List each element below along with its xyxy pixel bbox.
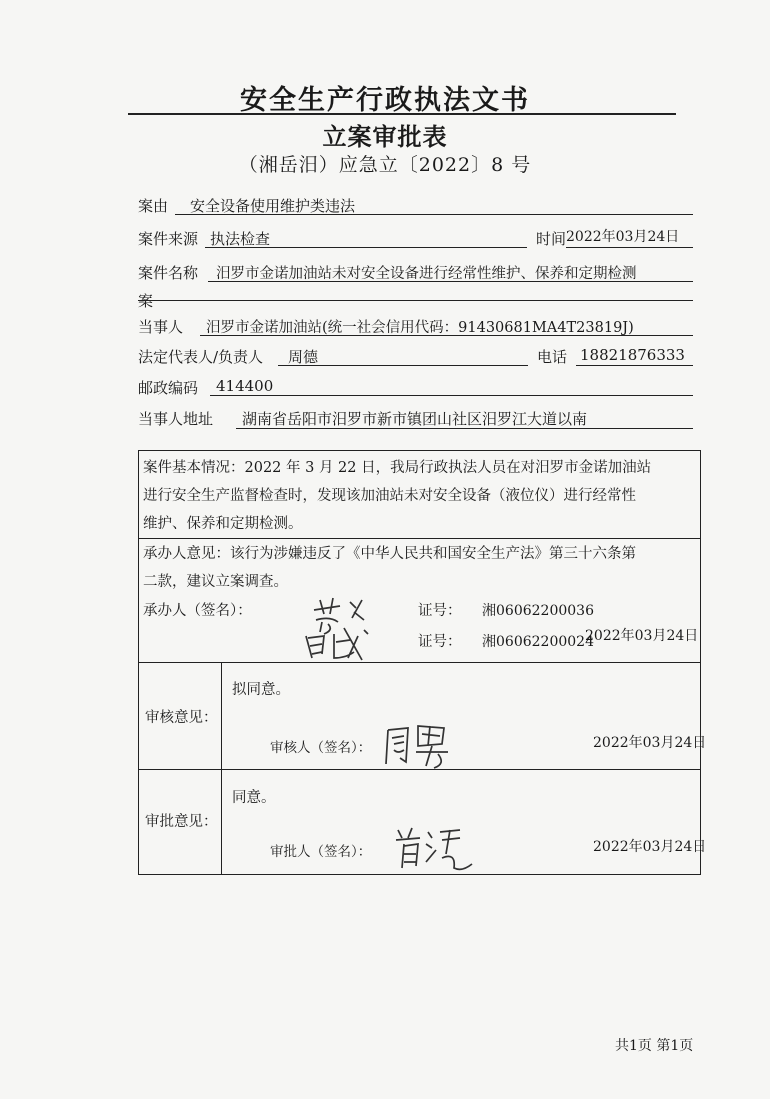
basic-info-line1: 案件基本情况：2022 年 3 月 22 日，我局行政执法人员在对汨罗市金诺加油站 [143,460,652,476]
cert-number-1: 湘06062200036 [482,603,594,619]
approve-date: 2022年03月24日 [593,839,707,855]
postcode-underline [210,395,693,396]
review-date: 2022年03月24日 [593,735,707,751]
table-divider-2 [138,662,700,663]
handler-signature [300,592,380,664]
legal-rep-value: 周德 [288,348,319,366]
address-label: 当事人地址 [138,410,214,428]
handler-opinion-line2: 二款，建议立案调查。 [143,574,288,590]
phone-value: 18821876333 [580,346,685,364]
cert-label-1: 证号： [418,603,462,619]
handler-opinion-line1: 承办人意见：该行为涉嫌违反了《中华人民共和国安全生产法》第三十六条第 [143,546,636,562]
case-reason-underline [175,214,693,215]
phone-label: 电话 [537,348,568,366]
case-name-line1: 汨罗市金诺加油站未对安全设备进行经常性维护、保养和定期检测 [216,266,637,282]
table-label-column-divider [221,662,222,874]
time-value: 2022年03月24日 [566,229,680,245]
case-source-value: 执法检查 [210,230,271,248]
page-info: 共1页 第1页 [615,1038,694,1054]
approve-opinion: 同意。 [232,790,276,806]
party-label: 当事人 [138,318,184,336]
postcode-value: 414400 [216,377,274,395]
approver-signature [390,824,474,872]
legal-rep-label: 法定代表人/负责人 [138,348,264,366]
address-value: 湖南省岳阳市汨罗市新市镇团山社区汨罗江大道以南 [242,410,588,428]
table-divider-1 [138,538,700,539]
time-label: 时间 [536,230,567,248]
review-opinion: 拟同意。 [232,682,290,698]
case-name-underline-1 [208,281,693,282]
case-name-label: 案件名称 [138,264,199,282]
reviewer-sign-label: 审核人（签名）： [270,740,372,756]
form-title: 立案审批表 [322,122,448,151]
time-underline [566,247,693,248]
case-reason-value: 安全设备使用维护类违法 [190,197,356,215]
document-number: （湘岳汨）应急立〔2022〕8 号 [238,154,532,176]
party-value: 汨罗市金诺加油站(统一社会信用代码：91430681MA4T23819J) [206,320,634,336]
case-name-underline-2 [138,300,693,301]
case-source-underline [205,247,527,248]
cert-number-2: 湘06062200024 [482,634,594,650]
address-underline [236,428,693,429]
document-category-title: 安全生产行政执法文书 [240,85,530,116]
case-name-line2: 案 [138,292,154,310]
case-reason-label: 案由 [138,197,169,215]
title-divider [128,113,676,115]
review-label: 审核意见： [145,710,218,726]
phone-underline [576,365,693,366]
legal-rep-underline [278,365,528,366]
basic-info-line3: 维护、保养和定期检测。 [143,516,303,532]
party-underline [200,335,693,336]
case-source-label: 案件来源 [138,230,199,248]
handler-sign-label: 承办人（签名）： [143,603,252,619]
postcode-label: 邮政编码 [138,379,199,397]
cert-label-2: 证号： [418,634,462,650]
reviewer-signature [382,722,454,770]
basic-info-line2: 进行安全生产监督检查时，发现该加油站未对安全设备（液位仪）进行经常性 [143,488,636,504]
approver-sign-label: 审批人（签名）： [270,844,372,860]
approve-label: 审批意见： [145,814,218,830]
handler-date: 2022年03月24日 [585,628,699,644]
